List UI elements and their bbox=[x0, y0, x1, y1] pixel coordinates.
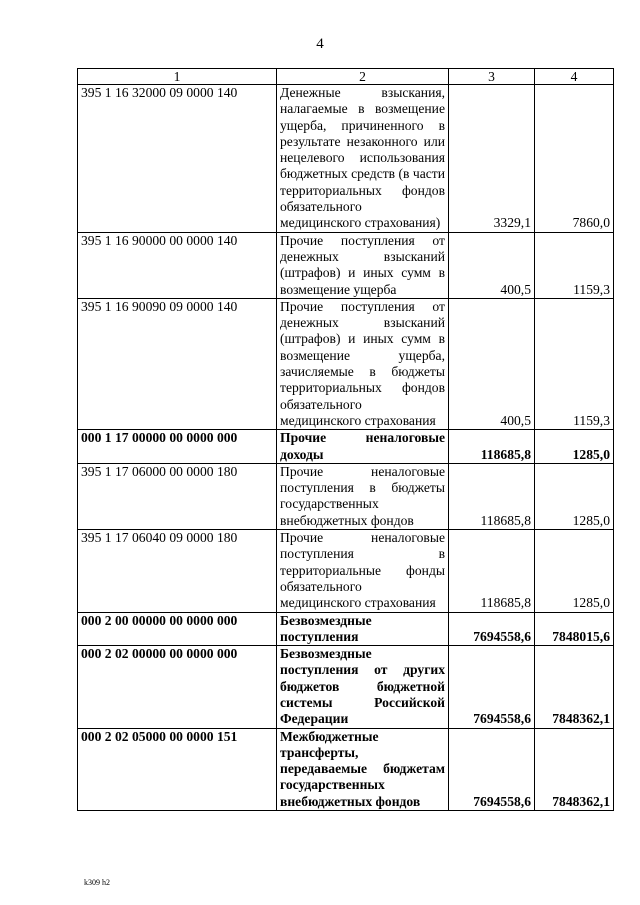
value-col4-cell: 7848362,1 bbox=[535, 728, 614, 810]
value-col3-cell: 3329,1 bbox=[449, 85, 535, 233]
value-col3-cell: 118685,8 bbox=[449, 530, 535, 612]
budget-code-cell: 395 1 16 90090 09 0000 140 bbox=[78, 298, 277, 429]
value-col4-cell: 1285,0 bbox=[535, 430, 614, 464]
column-header-1: 1 bbox=[78, 69, 277, 85]
budget-code-cell: 000 1 17 00000 00 0000 000 bbox=[78, 430, 277, 464]
budget-code-cell: 395 1 17 06000 00 0000 180 bbox=[78, 463, 277, 529]
budget-code-cell: 000 2 00 00000 00 0000 000 bbox=[78, 612, 277, 646]
income-name-cell: Прочие неналоговые доходы bbox=[277, 430, 449, 464]
table-row bbox=[78, 298, 614, 429]
value-col3-cell: 7694558,6 bbox=[449, 612, 535, 646]
value-col4-cell: 1159,3 bbox=[535, 298, 614, 429]
value-col3-cell: 118685,8 bbox=[449, 430, 535, 464]
footer-code: k309 h2 bbox=[84, 878, 110, 887]
table-row bbox=[78, 530, 614, 612]
value-col4-cell: 1159,3 bbox=[535, 232, 614, 298]
value-col3-cell: 118685,8 bbox=[449, 463, 535, 529]
value-col4-cell: 7848362,1 bbox=[535, 646, 614, 728]
page-number: 4 bbox=[316, 36, 324, 52]
income-name-cell: Прочие поступления от денежных взысканий (штрафов) и иных сумм в возмещение ущерба bbox=[277, 232, 449, 298]
table-header-row bbox=[78, 69, 614, 85]
table-row bbox=[78, 646, 614, 728]
table-row bbox=[78, 612, 614, 646]
budget-code-cell: 395 1 16 90000 00 0000 140 bbox=[78, 232, 277, 298]
value-col4-cell: 1285,0 bbox=[535, 530, 614, 612]
value-col4-cell: 1285,0 bbox=[535, 463, 614, 529]
budget-code-cell: 000 2 02 00000 00 0000 000 bbox=[78, 646, 277, 728]
income-name-cell: Межбюджетные трансферты, передаваемые бюджетам государственных внебюджетных фондов bbox=[277, 728, 449, 810]
income-name-cell: Прочие неналоговые поступления в территориальные фонды обязательного медицинского страхования bbox=[277, 530, 449, 612]
column-header-2: 2 bbox=[277, 69, 449, 85]
value-col4-cell: 7860,0 bbox=[535, 85, 614, 233]
table-row bbox=[78, 232, 614, 298]
value-col3-cell: 400,5 bbox=[449, 298, 535, 429]
column-header-3: 3 bbox=[449, 69, 535, 85]
income-name-cell: Денежные взыскания, налагаемые в возмещение ущерба, причиненного в результате незаконного или нецелевого использования бюджетных средств (в части территориальных фондов обязательного медицинского страхования) bbox=[277, 85, 449, 233]
value-col3-cell: 7694558,6 bbox=[449, 646, 535, 728]
value-col3-cell: 7694558,6 bbox=[449, 728, 535, 810]
value-col4-cell: 7848015,6 bbox=[535, 612, 614, 646]
income-name-cell: Безвозмездные поступления от других бюджетов бюджетной системы Российской Федерации bbox=[277, 646, 449, 728]
budget-code-cell: 395 1 17 06040 09 0000 180 bbox=[78, 530, 277, 612]
column-header-4: 4 bbox=[535, 69, 614, 85]
value-col3-cell: 400,5 bbox=[449, 232, 535, 298]
table-row bbox=[78, 463, 614, 529]
income-name-cell: Прочие поступления от денежных взысканий (штрафов) и иных сумм в возмещение ущерба, зачисляемые в бюджеты территориальных фондов обязательного медицинского страхования bbox=[277, 298, 449, 429]
budget-code-cell: 395 1 16 32000 09 0000 140 bbox=[78, 85, 277, 233]
table-row bbox=[78, 430, 614, 464]
income-name-cell: Прочие неналоговые поступления в бюджеты государственных внебюджетных фондов bbox=[277, 463, 449, 529]
budget-table bbox=[77, 68, 614, 811]
table-row bbox=[78, 728, 614, 810]
income-name-cell: Безвозмездные поступления bbox=[277, 612, 449, 646]
budget-code-cell: 000 2 02 05000 00 0000 151 bbox=[78, 728, 277, 810]
table-row bbox=[78, 85, 614, 233]
